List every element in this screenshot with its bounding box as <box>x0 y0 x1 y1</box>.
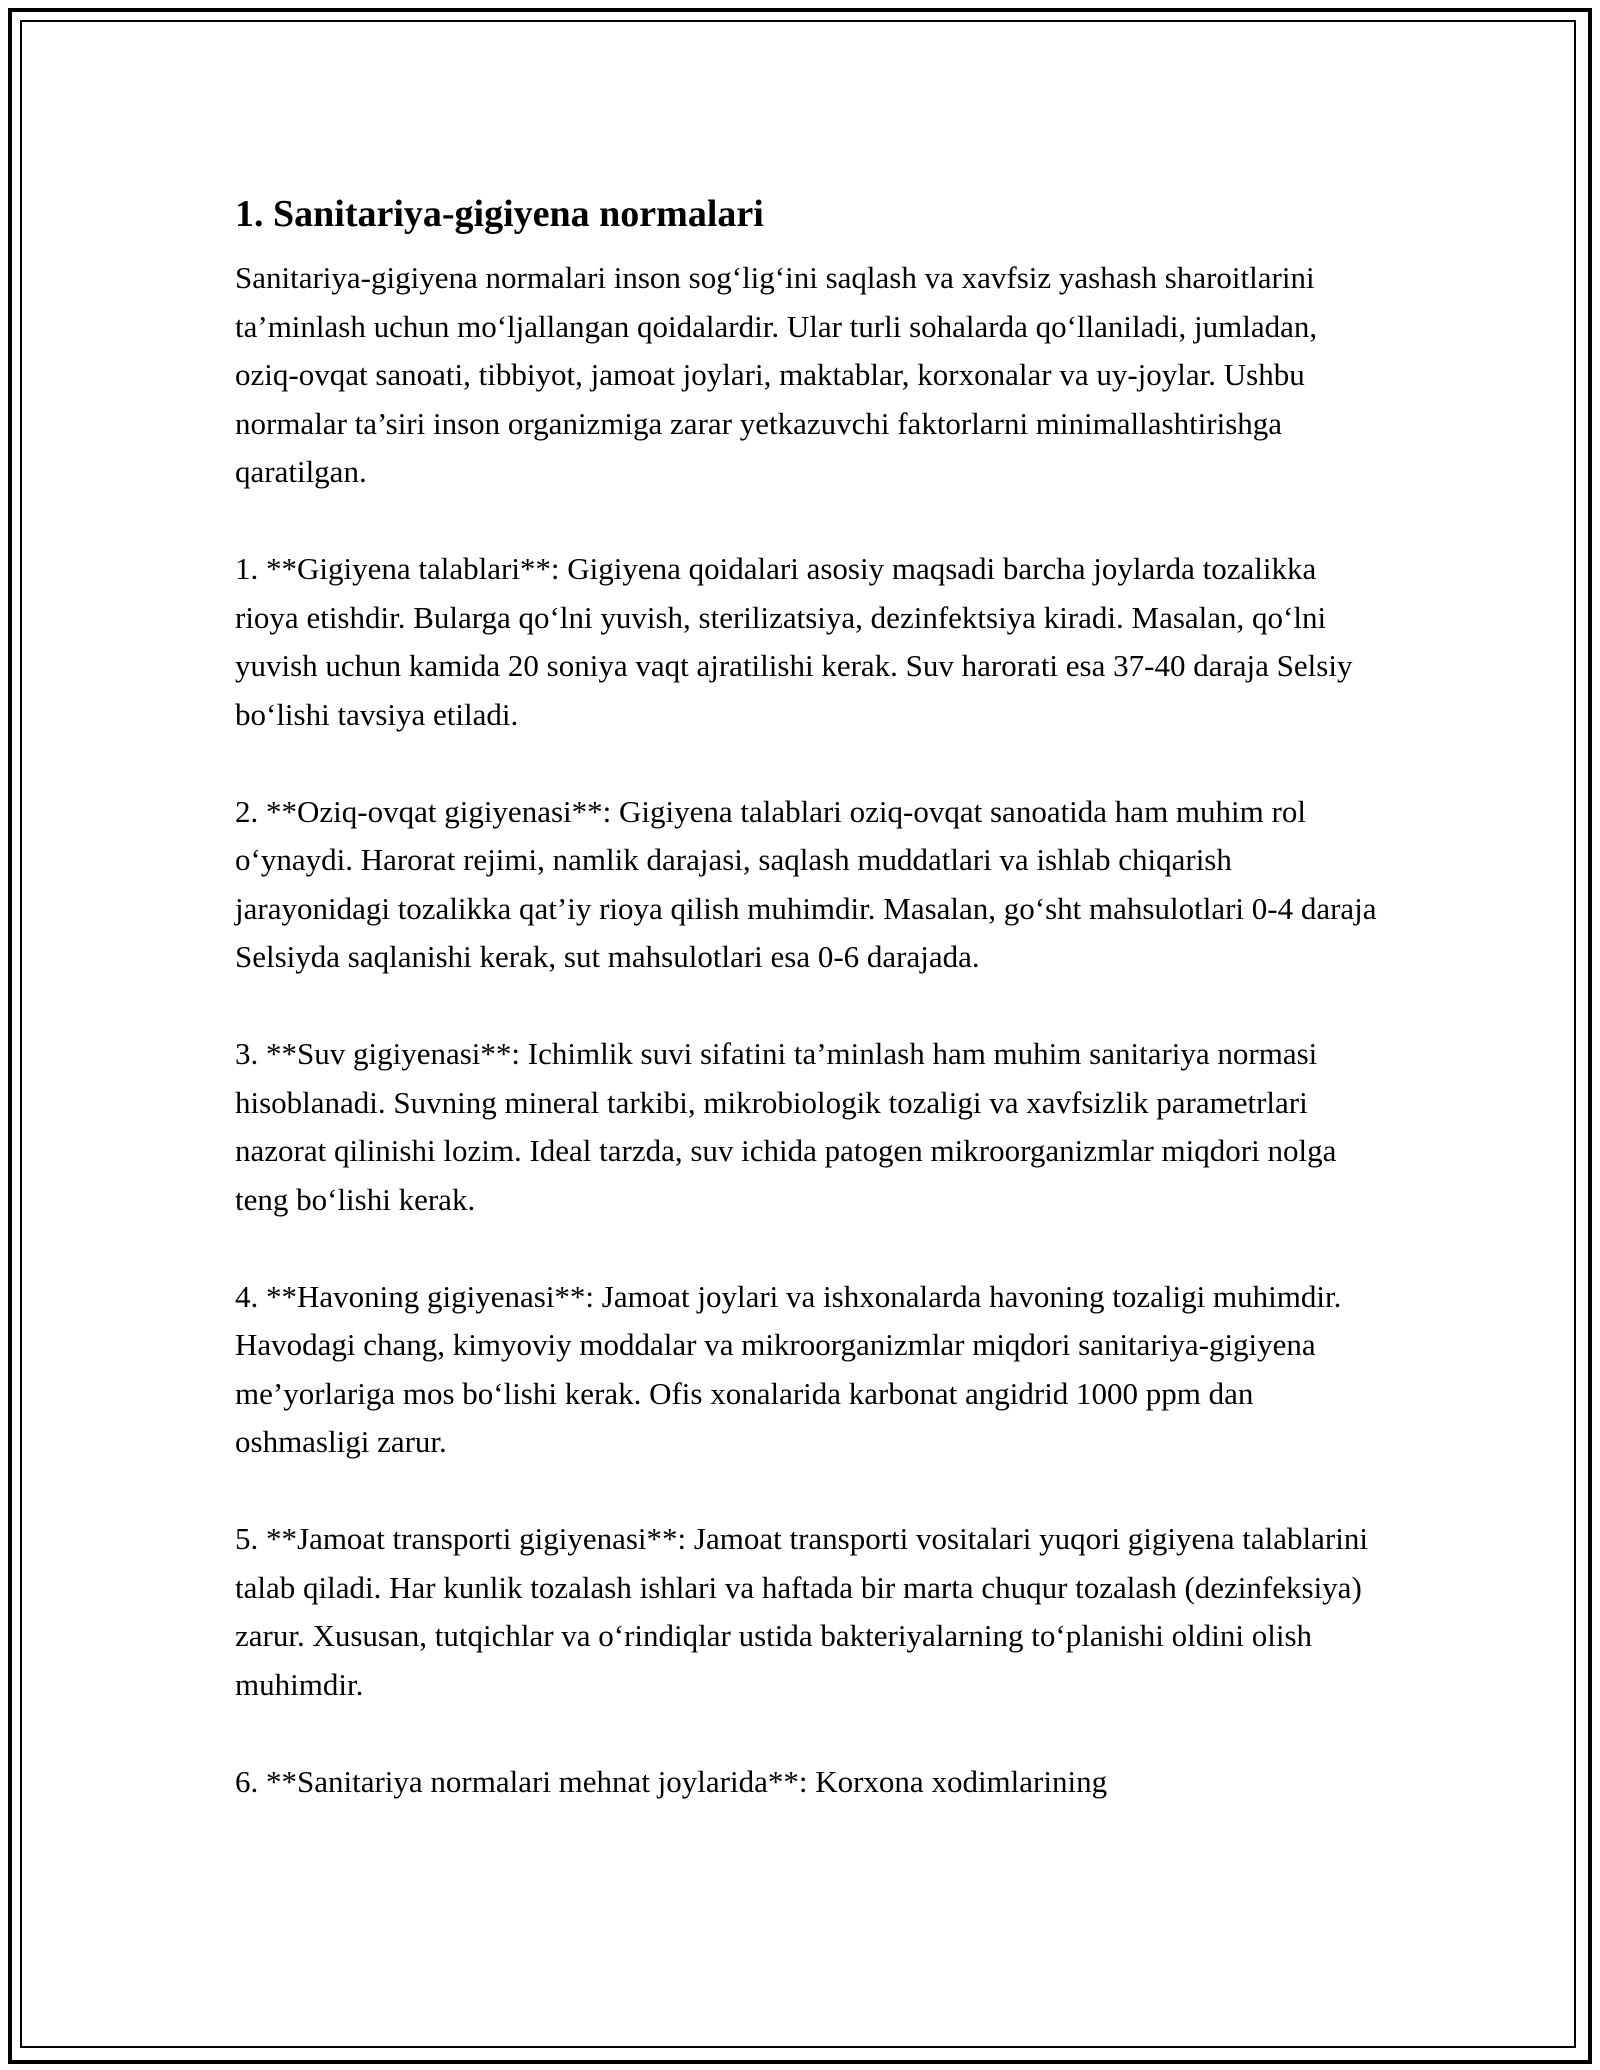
intro-paragraph: Sanitariya-gigiyena normalari inson sog‘lig‘ini saqlash va xavfsiz yashash sharoitlarini ta’minlash uchun mo‘ljallangan qoidalardir. Ular turli sohalarda qo‘llaniladi, jumladan, oziq-ovqat sanoati, tibbiyot, jamoat joylari, maktablar, korxonalar va uy-joylar. Ushbu normalar ta’siri inson organizmiga zarar yetkazuvchi faktorlarni minimallashtirishga qaratilgan. <box>235 260 1318 489</box>
document-title: 1. Sanitariya-gigiyena normalari <box>235 193 764 235</box>
paragraph-water-hygiene: 3. **Suv gigiyenasi**: Ichimlik suvi sifatini ta’minlash ham muhim sanitariya normasi hisoblanadi. Suvning mineral tarkibi, mikrobiologik tozaligi va xavfsizlik parametrlari nazorat qilinishi lozim. Ideal tarzda, suv ichida patogen mikroorganizmlar miqdori nolga teng bo‘lishi kerak. <box>235 1036 1337 1217</box>
paragraph-food-hygiene: 2. **Oziq-ovqat gigiyenasi**: Gigiyena talablari oziq-ovqat sanoatida ham muhim rol o‘ynaydi. Harorat rejimi, namlik darajasi, saqlash muddatlari va ishlab chiqarish jarayonidagi tozalikka qat’iy rioya qilish muhimdir. Masalan, go‘sht mahsulotlari 0-4 daraja Selsiyda saqlanishi kerak, sut mahsulotlari esa 0-6 darajada. <box>235 793 1377 974</box>
paragraph-air-hygiene: 4. **Havoning gigiyenasi**: Jamoat joylari va ishxonalarda havoning tozaligi muhimdir. Havodagi chang, kimyoviy moddalar va mikroorganizmlar miqdori sanitariya-gigiyena me’yorlariga mos bo‘lishi kerak. Ofis xonalarida karbonat angidrid 1000 ppm dan oshmasligi zarur. <box>235 1278 1342 1459</box>
paragraph-hygiene-requirements: 1. **Gigiyena talablari**: Gigiyena qoidalari asosiy maqsadi barcha joylarda tozalikka rioya etishdir. Bularga qo‘lni yuvish, sterilizatsiya, dezinfektsiya kiradi. Masalan, qo‘lni yuvish uchun kamida 20 soniya vaqt ajratilishi kerak. Suv harorati esa 37-40 daraja Selsiy bo‘lishi tavsiya etiladi. <box>235 551 1353 732</box>
paragraph-workplace-norms: 6. **Sanitariya normalari mehnat joylarida**: Korxona xodimlarining <box>235 1763 1108 1799</box>
document-body <box>235 186 1380 1855</box>
paragraph-transport-hygiene: 5. **Jamoat transporti gigiyenasi**: Jamoat transporti vositalari yuqori gigiyena talablarini talab qiladi. Har kunlik tozalash ishlari va haftada bir marta chuqur tozalash (dezinfeksiya) zarur. Xususan, tutqichlar va o‘rindiqlar ustida bakteriyalarning to‘planishi oldini olish muhimdir. <box>235 1521 1368 1702</box>
